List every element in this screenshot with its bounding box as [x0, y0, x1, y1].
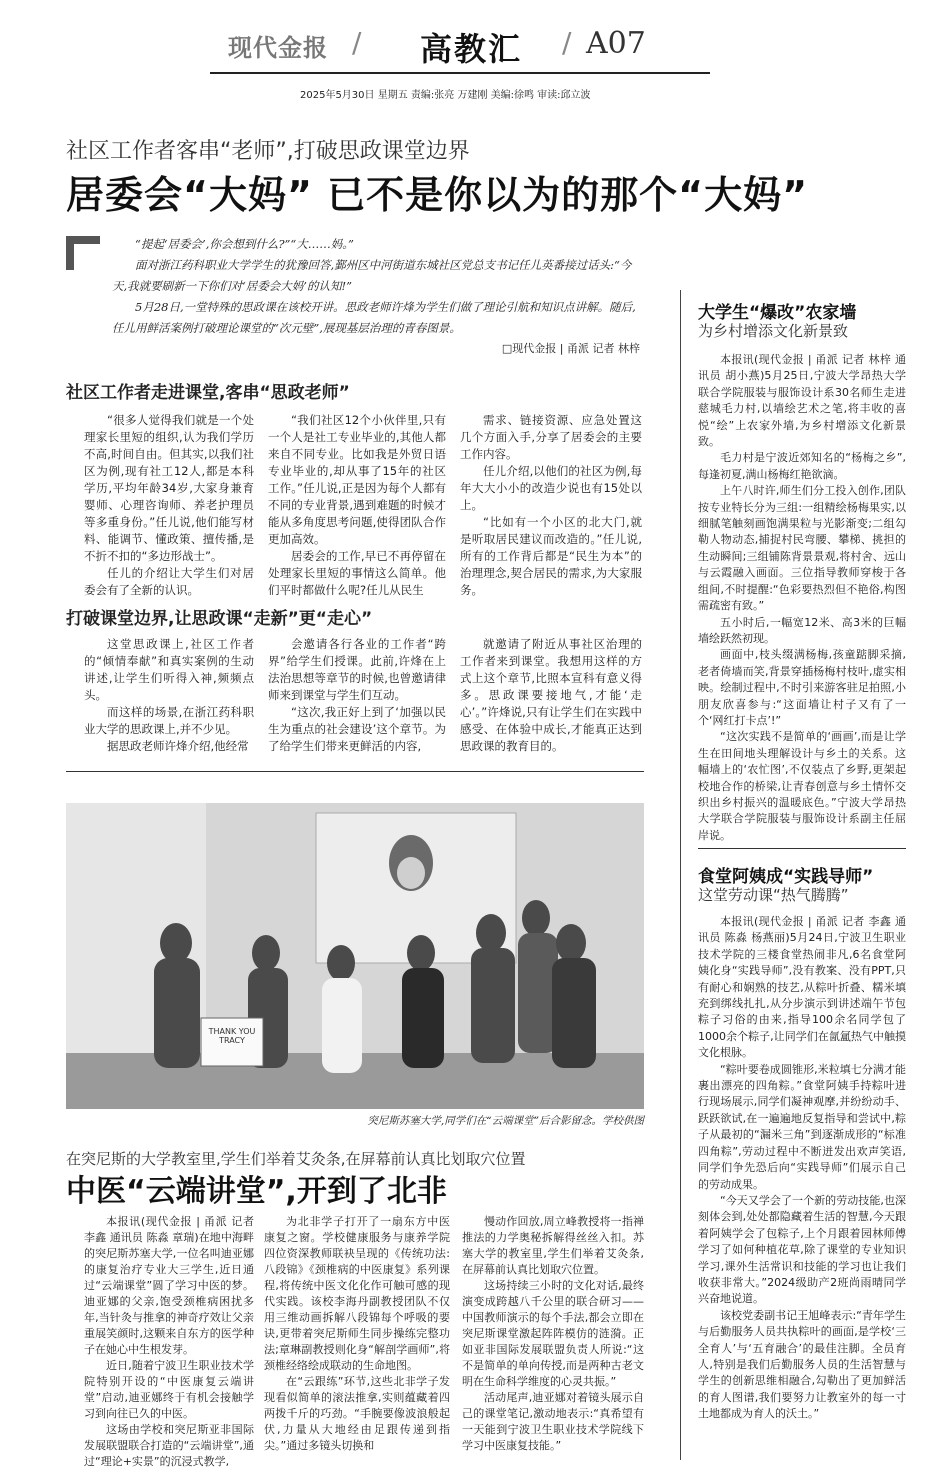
sidebar-story1-body — [698, 352, 906, 844]
section-title: 高教汇 — [420, 30, 523, 68]
lead-paragraph — [112, 234, 640, 339]
photo-illustration — [66, 803, 644, 1109]
paragraph: 该校党委副书记王旭峰表示:“青年学生与后勤服务人员共执粽叶的画面,是学校‘三全育人’与‘五育融合’的最佳注脚。全员育人,特别是我们后勤服务人员的生活智慧与学生的创新思维相融合,勾勒出了更加鲜活的育人图谱,我们要努力让教室外的每一寸土地都成为育人的沃土。” — [698, 1308, 906, 1421]
issue-meta: 2025年5月30日 星期五 责编:张亮 万建刚 美编:徐鸣 审读:邱立波 — [300, 90, 591, 101]
main-byline: □现代金报 | 甬派 记者 林梓 — [501, 342, 640, 355]
paragraph: “这次实践不是简单的‘画画’,而是让学生在田间地头理解设计与乡土的关系。这幅墙上的‘农忙图’,不仅装点了乡野,更架起校地合作的桥梁,让青春创意与乡土情怀交织出乡村振兴的温暖底色。”宁波大学昂热大学联合学院服装与服饰设计系副主任屈岸说。 — [698, 730, 906, 842]
lead-corner-mark — [66, 236, 100, 270]
paragraph: “我们社区12个小伙伴里,只有一个人是社工专业毕业的,其他人都来自不同专业。比如我是外贸日语专业毕业的,却从事了15年的社区工作。”任儿说,正是因为每个人都有不同的专业背景,遇到难题的时候才能从多角度思考问题,使得团队合作更加高效。 — [268, 413, 446, 546]
section1-col2 — [268, 412, 446, 599]
lead-line: 5月28日,一堂特殊的思政课在该校开讲。思政老师许烽为学生们做了理论引航和知识点讲解。随后,任儿用鲜活案例打破理论课堂的“次元壁”,展现基层治理的青春图景。 — [112, 300, 636, 335]
paragraph: 慢动作回放,周立峰教授将一指禅推法的力学奥秘拆解得丝丝入扣。苏塞大学的教室里,学生们举着艾灸条,在屏幕前认真比划取穴位置。 — [462, 1215, 644, 1276]
paragraph: 五小时后,一幅宽12米、高3米的巨幅墙绘跃然初现。 — [698, 615, 906, 645]
paragraph: 居委会的工作,早已不再停留在处理家长里短的事情这么简单。他们平时都做什么呢?任儿从民生 — [268, 549, 446, 597]
section1-col3 — [460, 412, 642, 599]
sidebar-story2-subtitle: 这堂劳动课“热气腾腾” — [698, 886, 849, 904]
second-col3 — [462, 1214, 644, 1454]
section1-col1 — [84, 412, 254, 599]
thank-you-sign — [201, 1027, 263, 1045]
paragraph: “这次,我正好上到了‘加强以民生为重点的社会建设’这个章节。为了给学生们带来更鲜活的内容, — [268, 705, 446, 753]
paragraph: “今天又学会了一个新的劳动技能,也深刻体会到,处处都隐藏着生活的智慧,今天跟着阿姨学会了包粽子,上个月跟着园林师傅学习了如何种植花草,除了课堂的专业知识学习,课外生活常识和技能的学习也让我们收获非常大。”2024级助产2班尚雨晴同学兴奋地说道。 — [698, 1193, 906, 1306]
section1-title: 社区工作者走进课堂,客串“思政老师” — [66, 383, 350, 403]
page-number: A07 — [586, 26, 646, 61]
section2-col1 — [84, 636, 254, 755]
paragraph: 本报讯(现代金报 | 甬派 记者 林梓 通讯员 胡小燕)5月25日,宁波大学昂热大学联合学院服装与服饰设计系30名师生走进慈城毛力村,以墙绘艺术之笔,将丰收的喜悦“绘”上农家外墙,为乡村增添文化新景致。 — [698, 353, 906, 449]
sign-line: THANK YOU — [208, 1027, 256, 1036]
paragraph: 任儿介绍,以他们的社区为例,每年大大小小的改造少说也有15处以上。 — [460, 464, 642, 512]
masthead-divider-2: / — [562, 26, 572, 59]
paragraph: 为北非学子打开了一扇东方中医康复之窗。学校健康服务与康养学院四位资深教师联袂呈现的《传统功法:八段锦》《颈椎病的中医康复》系列课程,将传统中医文化化作可触可感的现代实践。该校李海丹副教授团队不仅用三维动画拆解八段锦每个呼吸的要诀,更带着突尼斯师生同步操练完整功法;章琳副教授则化身“解剖学画师”,将颈椎经络绘成联动的生命地图。 — [264, 1215, 450, 1372]
paragraph: 本报讯(现代金报 | 甬派 记者 李鑫 通讯员 陈淼 章瑞)在地中海畔的突尼斯苏塞大学,一位名叫迪亚娜的康复治疗专业大三学生,近日通过“云端课堂”圆了学习中医的梦。迪亚娜的父亲,饱受颈椎病困扰多年,当针灸与推拿的神奇疗效让父亲重展笑颜时,这颗来自东方的医学种子在她心中生根发芽。 — [84, 1215, 254, 1356]
section2-col2 — [268, 636, 446, 755]
sidebar-story2-title: 食堂阿姨成“实践导师” — [698, 867, 874, 887]
masthead-divider: / — [352, 26, 362, 59]
paragraph: “粽叶要卷成圆锥形,米粒填七分满才能裹出漂亮的四角粽。”食堂阿姨手持粽叶进行现场展示,同学们凝神观摩,并纷纷动手、跃跃欲试,在一遍遍地反复指导和尝试中,粽子从最初的“漏米三角”到逐渐成形的“标准四角粽”,劳动过程中不断迸发出欢声笑语,同学们争先恐后向“实践导师”们展示自己的劳动成果。 — [698, 1062, 906, 1191]
paragraph: 画面中,枝头缀满杨梅,孩童踮脚采摘,老者倚墙而笑,背景穿插杨梅村枝叶,虚实相映。绘制过程中,不时引来游客驻足拍照,小朋友欣喜参与:“这面墙让村子又有了一个‘网红打卡点’!” — [698, 648, 906, 727]
sidebar-story2-body — [698, 914, 906, 1423]
masthead-rule — [210, 72, 710, 74]
paragraph: 这场由学校和突尼斯亚非国际发展联盟联合打造的“云端讲堂”,通过“理论+实景”的沉浸式教学, — [84, 1423, 254, 1468]
second-headline: 中医“云端讲堂”,开到了北非 — [66, 1174, 447, 1209]
section2-col3 — [460, 636, 642, 755]
paragraph: 毛力村是宁波近郊知名的“杨梅之乡”,每逢初夏,满山杨梅红艳欲滴。 — [698, 451, 906, 481]
main-headline: 居委会“大妈” 已不是你以为的那个“大妈” — [66, 173, 809, 217]
lead-line: “提起‘居委会’,你会想到什么?”“大……妈。” — [135, 237, 354, 251]
paragraph: “很多人觉得我们就是一个处理家长里短的组织,认为我们学历不高,时间自由。但其实,以我们社区为例,现有社工12人,都是本科学历,平均年龄34岁,大家身兼育婴师、心理咨询师、养老护理员等多重身份。”任儿说,他们能写材料、能调节、懂政策、擅传播,是不折不扣的“多边形战士”。 — [84, 413, 254, 563]
second-kicker: 在突尼斯的大学教室里,学生们举着艾灸条,在屏幕前认真比划取穴位置 — [66, 1150, 526, 1168]
paragraph: 近日,随着宁波卫生职业技术学院特别开设的“中医康复云端讲堂”启动,迪亚娜终于有机会接触学习到向往已久的中医。 — [84, 1359, 254, 1420]
sidebar-story1-subtitle: 为乡村增添文化新景致 — [698, 322, 849, 340]
paragraph: 上午八时许,师生们分工投入创作,团队按专业特长分为三组:一组精绘杨梅果实,以细腻笔触刻画饱满果粒与光影渐变;二组勾勒人物动态,捕捉村民弯腰、攀梯、挑担的生动瞬间;三组铺陈背景景观,将村舍、远山与云霞融入画面。三位指导教师穿梭于各组间,不时提醒:“色彩要热烈但不艳俗,构图需疏密有致。” — [698, 484, 906, 613]
section-divider — [66, 771, 644, 772]
second-col2 — [264, 1214, 450, 1454]
paragraph: 而这样的场景,在浙江药科职业大学的思政课上,并不少见。 — [84, 705, 254, 736]
newspaper-brand: 现代金报 — [228, 33, 328, 62]
paragraph: “比如有一个小区的北大门,就是听取居民建议而改造的。”任儿说,所有的工作背后都是“民生为本”的治理理念,契合居民的需求,为大家服务。 — [460, 515, 642, 597]
photo-caption: 突尼斯苏塞大学,同学们在“云端课堂”后合影留念。学校供图 — [367, 1115, 644, 1127]
lead-line: 面对浙江药科职业大学学生的犹豫回答,鄞州区中河街道东城社区党总支书记任儿英番接过话头:“今天,我就要刷新一下你们对‘居委会大妈’的认知!” — [112, 258, 632, 293]
paragraph: 这堂思政课上,社区工作者的“倾情奉献”和真实案例的生动讲述,让学生们听得入神,频频点头。 — [84, 637, 254, 702]
paragraph: 这场持续三小时的文化对话,最终演变成跨越八千公里的联合研习——中国教师演示的每个手法,都会立即在突尼斯课堂激起阵阵模仿的涟漪。正如亚非国际发展联盟负责人所说:“这不是简单的单向传授,而是两种古老文明在生命科学维度的心灵共振。” — [462, 1279, 644, 1388]
paragraph: 会邀请各行各业的工作者“跨界”给学生们授课。此前,许烽在上法治思想等章节的时候,也曾邀请律师来到课堂与学生们互动。 — [268, 637, 446, 702]
sign-line: TRACY — [219, 1036, 245, 1045]
sidebar-divider — [680, 290, 681, 1460]
paragraph: 活动尾声,迪亚娜对着镜头展示自己的课堂笔记,激动地表示:“真希望有一天能到宁波卫生职业技术学院线下学习中医康复技能。” — [462, 1391, 644, 1452]
paragraph: 就邀请了附近从事社区治理的工作者来到课堂。我想用这样的方式上这个章节,比照本宣科有意义得多。思政课要接地气,才能‘走心’。”许烽说,只有让学生们在实践中感受、在体验中成长,才能真正达到思政课的教育目的。 — [460, 637, 642, 753]
paragraph: 在“云跟练”环节,这些北非学子发现看似简单的滚法推拿,实则蕴藏着四两拨千斤的巧劲。“手腕要像波浪般起伏,力量从大地经由足跟传递到指尖。”通过多镜头切换和 — [264, 1375, 450, 1452]
paragraph: 据思政老师许烽介绍,他经常 — [107, 739, 249, 753]
paragraph: 需求、链接资源、应急处置这几个方面入手,分享了居委会的主要工作内容。 — [460, 413, 642, 461]
paragraph: 本报讯(现代金报 | 甬派 记者 李鑫 通讯员 陈淼 杨燕丽)5月24日,宁波卫生职业技术学院的三楼食堂热闹非凡,6名食堂阿姨化身“实践导师”,没有教案、没有PPT,只有耐心和娴熟的技艺,从粽叶折叠、糯米填充到绑线扎扎,从分步演示到讲述端午节包粽子习俗的由来,指导100余名同学包了1000余个粽子,让同学们在氤氲热气中触摸文化根脉。 — [698, 915, 906, 1060]
paragraph: 任儿的介绍让大学生们对居委会有了全新的认识。 — [84, 566, 254, 597]
sidebar-divider-h — [698, 848, 906, 849]
group-photo — [66, 803, 644, 1109]
main-kicker: 社区工作者客串“老师”,打破思政课堂边界 — [66, 139, 470, 164]
sidebar-story1-title: 大学生“爆改”农家墙 — [698, 303, 857, 323]
second-col1 — [84, 1214, 254, 1470]
section2-title: 打破课堂边界,让思政课“走新”更“走心” — [66, 609, 373, 629]
